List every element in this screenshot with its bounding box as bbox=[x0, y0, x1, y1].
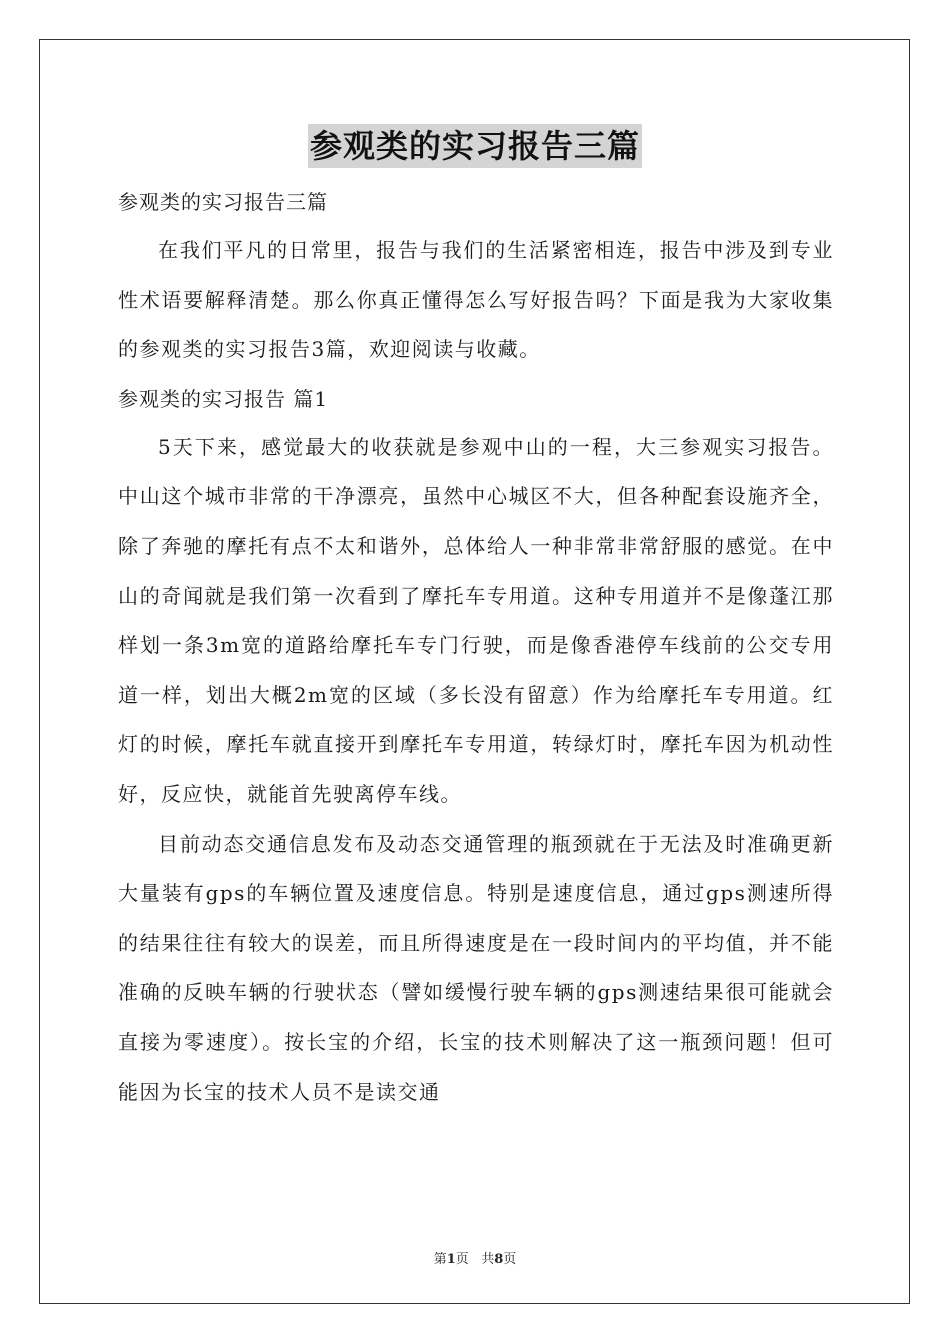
page-suffix: 页 bbox=[455, 1252, 469, 1267]
page-current: 1 bbox=[446, 1252, 456, 1267]
total-suffix: 页 bbox=[503, 1252, 517, 1267]
document-subtitle: 参观类的实习报告三篇 bbox=[118, 190, 328, 214]
intro-paragraph: 在我们平凡的日常里，报告与我们的生活紧密相连，报告中涉及到专业性术语要解释清楚。那么你真正懂得怎么写好报告吗？下面是我为大家收集的参观类的实习报告3篇，欢迎阅读与收藏。 bbox=[118, 238, 834, 362]
body-paragraph-2: 目前动态交通信息发布及动态交通管理的瓶颈就在于无法及时准确更新大量装有gps的车辆位置及速度信息。特别是速度信息，通过gps测速所得的结果往往有较大的误差，而且所得速度是在一段时间内的平均值，并不能准确的反映车辆的行驶状态（譬如缓慢行驶车辆的gps测速结果很可能就会直接为零速度）。按长宝的介绍，长宝的技术则解决了这一瓶颈问题！但可能因为长宝的技术人员不是读交通 bbox=[118, 831, 834, 1104]
document-body bbox=[118, 178, 834, 1117]
page-total: 8 bbox=[494, 1252, 504, 1267]
total-prefix: 共 bbox=[481, 1252, 495, 1267]
page-prefix: 第 bbox=[433, 1252, 447, 1267]
page-footer bbox=[0, 1248, 950, 1267]
body-paragraph-1: 5天下来，感觉最大的收获就是参观中山的一程，大三参观实习报告。中山这个城市非常的干净漂亮，虽然中心城区不大，但各种配套设施齐全，除了奔驰的摩托有点不太和谐外，总体给人一种非常非常舒服的感觉。在中山的奇闻就是我们第一次看到了摩托车专用道。这种专用道并不是像蓬江那样划一条3m宽的道路给摩托车专门行驶，而是像香港停车线前的公交专用道一样，划出大概2m宽的区域（多长没有留意）作为给摩托车专用道。红灯的时候，摩托车就直接开到摩托车专用道，转绿灯时，摩托车因为机动性好，反应快，就能首先驶离停车线。 bbox=[118, 434, 834, 806]
title-container bbox=[0, 124, 950, 168]
document-title: 参观类的实习报告三篇 bbox=[308, 124, 642, 168]
section-heading: 参观类的实习报告 篇1 bbox=[118, 386, 329, 411]
